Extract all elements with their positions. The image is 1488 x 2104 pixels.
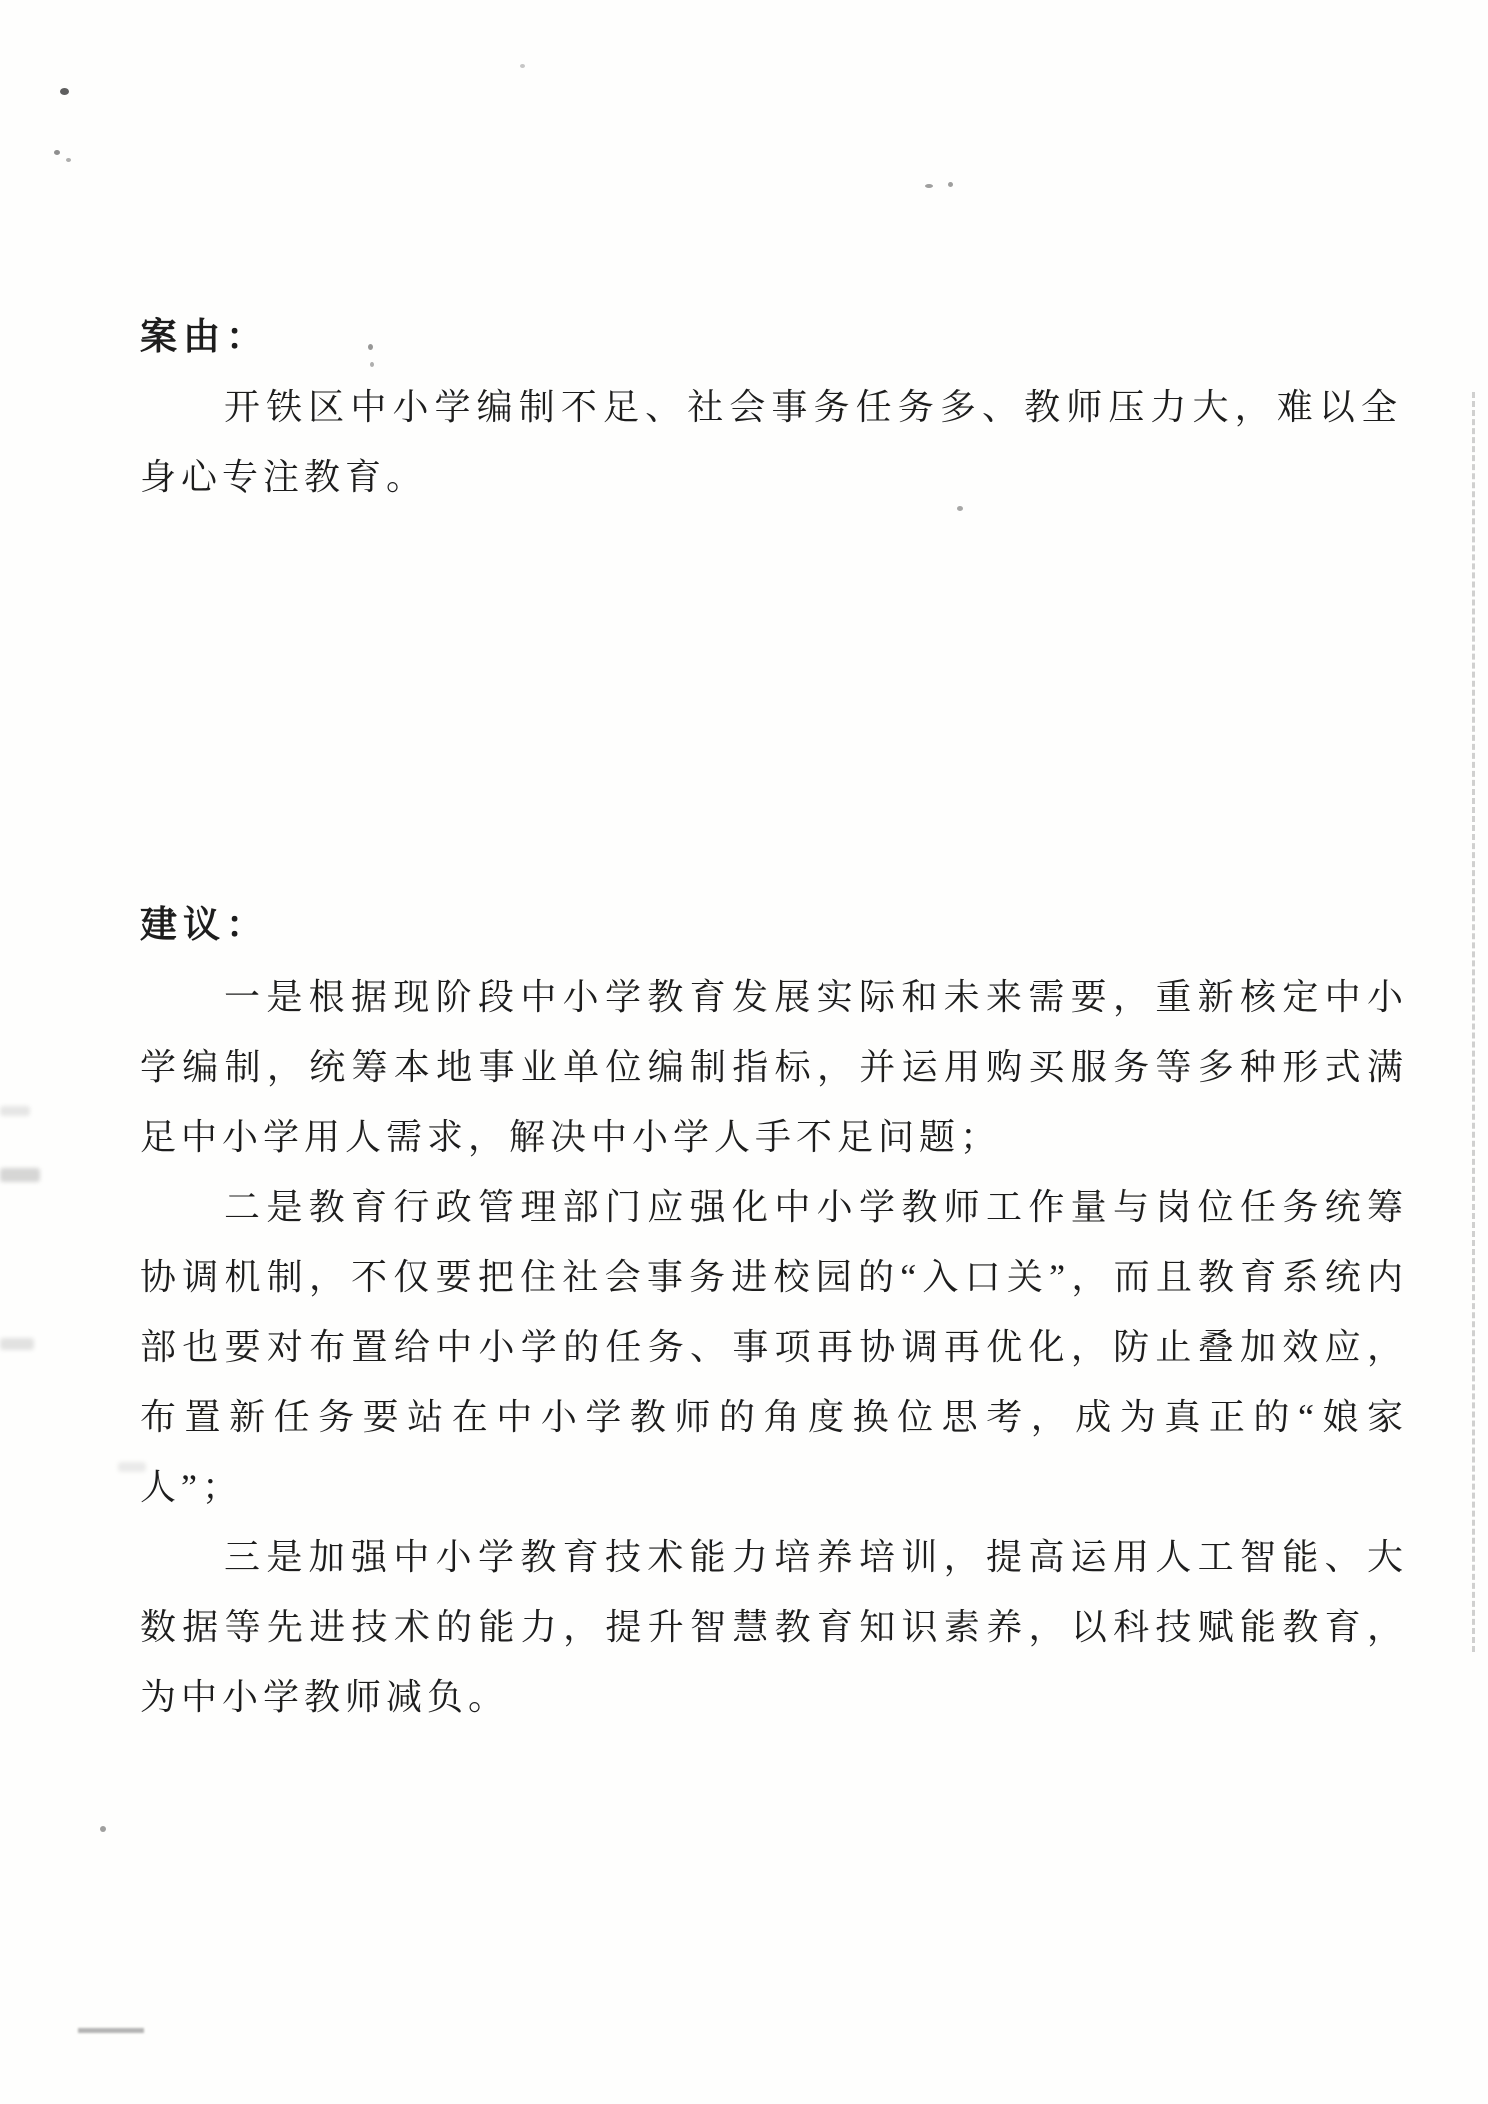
case-paragraph: 开铁区中小学编制不足、社会事务任务多、教师压力大，难以全身心专注教育。 [140, 387, 1402, 497]
suggestion-paragraph-1: 一是根据现阶段中小学教育发展实际和未来需要，重新核定中小学编制，统筹本地事业单位编制指标，并运用购买服务等多种形式满足中小学用人需求，解决中小学人手不足问题； [140, 977, 1408, 1157]
scan-smudge [0, 1338, 34, 1350]
scan-smudge [118, 1462, 146, 1472]
suggestion-paragraphs [140, 962, 1408, 1732]
scan-speck [60, 88, 69, 95]
scan-smudge [0, 1168, 40, 1182]
suggestion-section-heading: 建议： [140, 905, 269, 946]
scan-speck [520, 64, 525, 68]
suggestion-paragraph-3: 三是加强中小学教育技术能力培养培训，提高运用人工智能、大数据等先进技术的能力，提升智慧教育知识素养，以科技赋能教育，为中小学教师减负。 [140, 1537, 1408, 1717]
scan-speck [925, 184, 933, 188]
scan-speck [54, 150, 60, 155]
scan-smudge [0, 1106, 30, 1116]
scan-bottom-mark [78, 2028, 144, 2033]
case-section-heading: 案由： [140, 317, 269, 358]
scan-speck [957, 506, 963, 511]
scan-speck [66, 158, 71, 162]
scan-speck [100, 1826, 106, 1832]
scan-speck [368, 344, 373, 350]
suggestion-paragraph-2: 二是教育行政管理部门应强化中小学教师工作量与岗位任务统筹协调机制，不仅要把住社会事务进校园的“入口关”，而且教育系统内部也要对布置给中小学的任务、事项再协调再优化，防止叠加效应，布置新任务要站在中小学教师的角度换位思考，成为真正的“娘家人”； [140, 1187, 1408, 1507]
scan-edge-line [1472, 392, 1475, 1652]
scan-speck [948, 182, 953, 187]
scan-speck [370, 362, 374, 367]
